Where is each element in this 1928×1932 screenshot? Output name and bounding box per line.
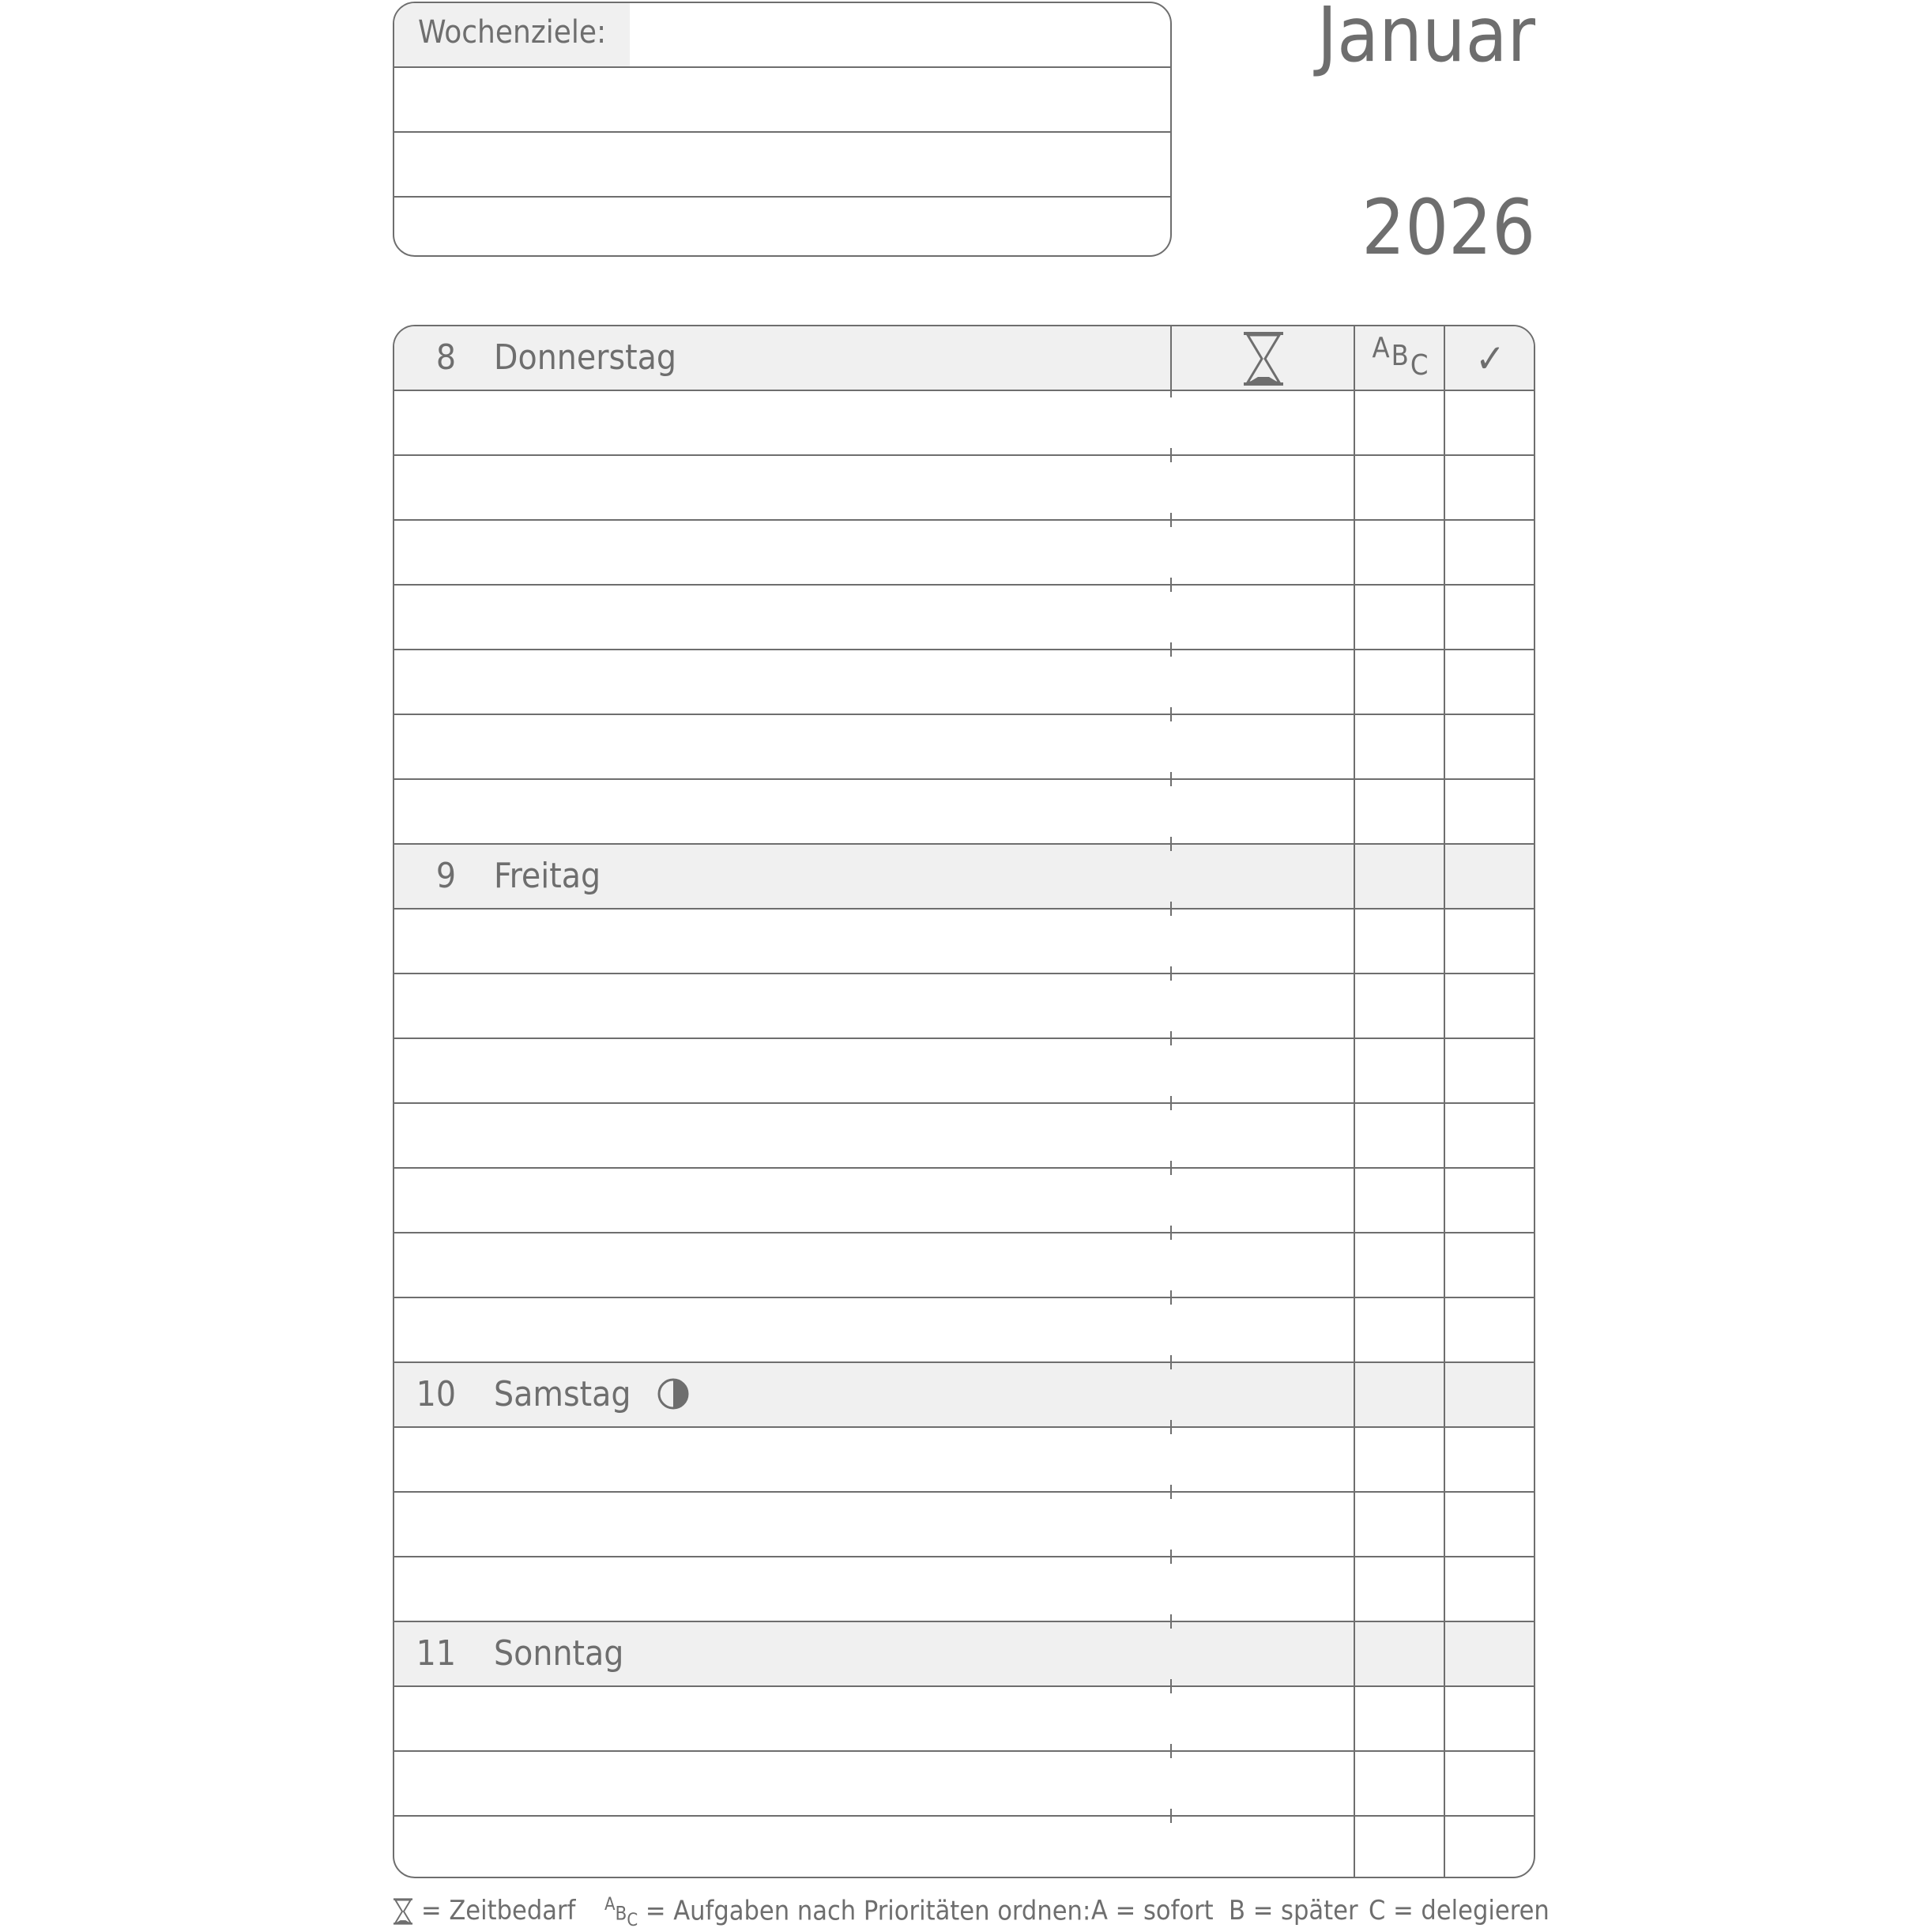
goals-line <box>394 131 1170 133</box>
weekly-goals-box <box>393 2 1172 257</box>
column-tick <box>1170 1031 1172 1045</box>
entry-row[interactable] <box>394 650 1534 715</box>
entry-row[interactable] <box>394 1104 1534 1169</box>
planner-table <box>393 325 1535 1878</box>
day-row-10 <box>394 1363 1534 1428</box>
entry-row[interactable] <box>394 1557 1534 1622</box>
year-title: 2026 <box>1361 183 1535 272</box>
month-title: Januar <box>1316 0 1535 79</box>
column-tick <box>1170 513 1172 527</box>
column-tick <box>1170 1290 1172 1305</box>
day-name: Sonntag <box>494 1633 624 1674</box>
abc-column-divider <box>1354 326 1355 1877</box>
column-tick <box>1170 1614 1172 1629</box>
column-tick <box>1170 772 1172 786</box>
legend-b: B = später <box>1229 1895 1358 1926</box>
legend-abc-a: A <box>604 1895 616 1915</box>
entry-row[interactable] <box>394 1233 1534 1298</box>
entry-row[interactable] <box>394 1428 1534 1493</box>
abc-b: B <box>1391 339 1409 372</box>
abc-priority-header <box>1355 326 1445 391</box>
day-name: Donnerstag <box>494 337 677 378</box>
hourglass-legend-icon <box>393 1898 413 1932</box>
day-number: 8 <box>435 337 456 378</box>
day-row-8 <box>394 326 1534 391</box>
column-tick <box>1170 1485 1172 1499</box>
legend-c: C = delegieren <box>1369 1895 1550 1926</box>
column-tick <box>1170 707 1172 721</box>
time-column-divider <box>1170 326 1172 391</box>
column-tick <box>1170 1161 1172 1175</box>
column-tick <box>1170 642 1172 657</box>
day-number: 11 <box>416 1633 456 1674</box>
column-tick <box>1170 1355 1172 1369</box>
entry-row[interactable] <box>394 1817 1534 1878</box>
goals-label: Wochenziele: <box>418 14 607 51</box>
legend <box>393 1892 1550 1931</box>
column-tick <box>1170 1679 1172 1693</box>
abc-c: C <box>1410 348 1429 382</box>
legend-time: = Zeitbedarf <box>421 1895 576 1926</box>
column-tick <box>1170 966 1172 981</box>
entry-row[interactable] <box>394 1169 1534 1233</box>
day-row-9 <box>394 845 1534 910</box>
goals-line <box>394 196 1170 198</box>
entry-row[interactable] <box>394 1298 1534 1363</box>
column-tick <box>1170 902 1172 916</box>
entry-row[interactable] <box>394 456 1534 521</box>
day-row-11 <box>394 1622 1534 1687</box>
entry-row[interactable] <box>394 974 1534 1039</box>
column-tick <box>1170 1744 1172 1758</box>
day-number: 9 <box>435 856 456 896</box>
day-name: Freitag <box>494 856 601 896</box>
entry-row[interactable] <box>394 586 1534 650</box>
legend-a: A = sofort <box>1091 1895 1214 1926</box>
entry-row[interactable] <box>394 1752 1534 1817</box>
legend-abc <box>604 1895 1090 1930</box>
entry-row[interactable] <box>394 391 1534 456</box>
column-tick <box>1170 383 1172 397</box>
legend-abc-c: C <box>627 1911 638 1931</box>
column-tick <box>1170 1550 1172 1564</box>
column-tick <box>1170 448 1172 462</box>
day-name: Samstag <box>494 1374 631 1414</box>
column-tick <box>1170 837 1172 851</box>
checkmark-icon: ✓ <box>1475 336 1505 382</box>
column-tick <box>1170 1809 1172 1823</box>
column-tick <box>1170 1096 1172 1110</box>
column-tick <box>1170 1420 1172 1434</box>
column-tick <box>1170 1226 1172 1240</box>
entry-row[interactable] <box>394 780 1534 845</box>
check-column-divider <box>1444 326 1445 1877</box>
entry-row[interactable] <box>394 1687 1534 1752</box>
legend-abc-text: = Aufgaben nach Prioritäten ordnen: <box>645 1895 1091 1927</box>
entry-row[interactable] <box>394 715 1534 780</box>
goals-line <box>394 66 1170 68</box>
entry-row[interactable] <box>394 910 1534 974</box>
entry-row[interactable] <box>394 1493 1534 1557</box>
first-quarter-moon-icon <box>657 1377 690 1410</box>
column-tick <box>1170 578 1172 592</box>
entry-row[interactable] <box>394 1039 1534 1104</box>
hourglass-icon <box>1172 326 1355 391</box>
entry-row[interactable] <box>394 521 1534 586</box>
abc-a: A <box>1372 331 1390 364</box>
day-number: 10 <box>416 1374 456 1414</box>
legend-abc-b: B <box>615 1902 627 1925</box>
